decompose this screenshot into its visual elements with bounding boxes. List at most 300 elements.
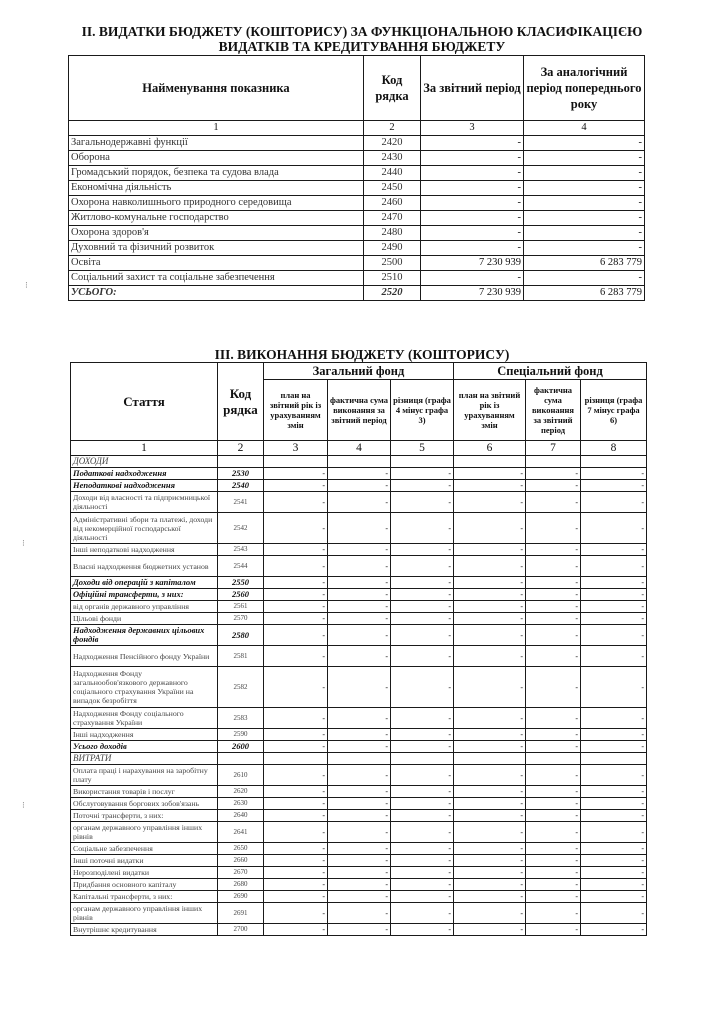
value-special-difference: -	[581, 613, 647, 625]
value-general-difference: -	[391, 903, 454, 924]
value-general-plan: -	[264, 625, 328, 646]
value-general-difference: -	[391, 798, 454, 810]
value-special-difference: -	[581, 646, 647, 667]
table-row	[71, 589, 647, 601]
table-row	[71, 556, 647, 577]
row-name: Інші неподаткові надходження	[71, 544, 218, 556]
value-special-difference: -	[581, 729, 647, 741]
row-code: 2580	[218, 625, 264, 646]
table-row	[69, 241, 645, 256]
value-general-actual: -	[328, 577, 391, 589]
value-current-period: -	[421, 211, 524, 226]
value-current-period: -	[421, 271, 524, 286]
value-previous-period: -	[524, 136, 645, 151]
table-row	[69, 196, 645, 211]
value-general-plan: -	[264, 798, 328, 810]
value-general-plan	[264, 753, 328, 765]
value-special-difference: -	[581, 855, 647, 867]
value-general-difference: -	[391, 667, 454, 708]
row-code: 2561	[218, 601, 264, 613]
value-general-difference: -	[391, 513, 454, 544]
row-name: Надходження Фонду загальнообов'язкового державного соціального страхування України на випадок безробіття	[71, 667, 218, 708]
value-special-actual: -	[526, 513, 581, 544]
value-special-difference: -	[581, 480, 647, 492]
value-special-plan: -	[454, 480, 526, 492]
table-row	[71, 667, 647, 708]
col-number: 2	[364, 121, 421, 136]
value-special-difference: -	[581, 786, 647, 798]
col-number: 6	[454, 441, 526, 456]
row-code: 2541	[218, 492, 264, 513]
value-special-actual: -	[526, 480, 581, 492]
table-row	[71, 729, 647, 741]
value-previous-period: 6 283 779	[524, 256, 645, 271]
value-special-difference: -	[581, 513, 647, 544]
header-general-actual: фактична сума виконання за звітний період	[328, 380, 391, 441]
table-row	[71, 468, 647, 480]
value-general-plan: -	[264, 513, 328, 544]
row-name: органам державного управління інших рівнів	[71, 822, 218, 843]
value-general-actual: -	[328, 843, 391, 855]
value-previous-period: -	[524, 166, 645, 181]
value-special-plan: -	[454, 810, 526, 822]
table-row	[71, 601, 647, 613]
row-code: 2540	[218, 480, 264, 492]
value-special-difference: -	[581, 903, 647, 924]
value-special-actual: -	[526, 903, 581, 924]
value-general-difference: -	[391, 879, 454, 891]
value-special-actual	[526, 753, 581, 765]
col-number: 1	[71, 441, 218, 456]
value-general-actual: -	[328, 786, 391, 798]
value-special-plan: -	[454, 601, 526, 613]
col-number: 4	[328, 441, 391, 456]
header-general-plan: план на звітний рік із урахуванням змін	[264, 380, 328, 441]
row-name: Усього доходів	[71, 741, 218, 753]
value-special-actual: -	[526, 798, 581, 810]
value-general-plan: -	[264, 879, 328, 891]
value-special-difference: -	[581, 556, 647, 577]
value-general-plan: -	[264, 891, 328, 903]
value-current-period: -	[421, 181, 524, 196]
row-name: Оборона	[69, 151, 364, 166]
value-general-plan: -	[264, 708, 328, 729]
table-row	[71, 492, 647, 513]
row-name: Адміністративні збори та платежі, доходи від некомерційної господарської діяльності	[71, 513, 218, 544]
row-name: ДОХОДИ	[71, 456, 218, 468]
value-general-actual: -	[328, 798, 391, 810]
table-row	[71, 855, 647, 867]
value-special-actual: -	[526, 708, 581, 729]
value-special-difference: -	[581, 924, 647, 936]
value-special-actual: -	[526, 613, 581, 625]
value-special-difference: -	[581, 468, 647, 480]
value-general-difference: -	[391, 589, 454, 601]
row-code: 2560	[218, 589, 264, 601]
value-current-period: -	[421, 226, 524, 241]
row-name: Нерозподілені видатки	[71, 867, 218, 879]
value-general-difference: -	[391, 891, 454, 903]
col-number: 8	[581, 441, 647, 456]
header-special-plan: план на звітний рік із урахуванням змін	[454, 380, 526, 441]
value-special-plan: -	[454, 879, 526, 891]
value-special-plan: -	[454, 891, 526, 903]
table-row	[69, 226, 645, 241]
table-row	[71, 753, 647, 765]
row-code: 2470	[364, 211, 421, 226]
value-special-difference: -	[581, 741, 647, 753]
value-special-plan	[454, 753, 526, 765]
table-row	[71, 786, 647, 798]
value-current-period: -	[421, 241, 524, 256]
value-special-actual: -	[526, 765, 581, 786]
value-special-plan: -	[454, 822, 526, 843]
value-general-plan: -	[264, 786, 328, 798]
col-number: 3	[421, 121, 524, 136]
value-special-plan: -	[454, 589, 526, 601]
value-general-plan: -	[264, 601, 328, 613]
value-general-actual: -	[328, 822, 391, 843]
row-name: Податкові надходження	[71, 468, 218, 480]
value-current-period: -	[421, 151, 524, 166]
value-special-difference: -	[581, 867, 647, 879]
row-name: Використання товарів і послуг	[71, 786, 218, 798]
value-general-difference: -	[391, 843, 454, 855]
table-row	[69, 136, 645, 151]
row-code: 2583	[218, 708, 264, 729]
value-general-plan: -	[264, 855, 328, 867]
value-general-plan: -	[264, 843, 328, 855]
table-row	[69, 211, 645, 226]
header-row-code: Код рядка	[218, 363, 264, 441]
header-indicator-name: Найменування показника	[69, 56, 364, 121]
expenditures-table	[68, 55, 645, 301]
value-general-actual: -	[328, 625, 391, 646]
value-special-actual: -	[526, 646, 581, 667]
col-number: 3	[264, 441, 328, 456]
value-general-actual: -	[328, 646, 391, 667]
header-special-difference: різниця (графа 7 мінус графа 6)	[581, 380, 647, 441]
value-general-actual: -	[328, 708, 391, 729]
value-special-actual: -	[526, 589, 581, 601]
value-special-plan: -	[454, 577, 526, 589]
row-name: Обслуговування боргових зобов'язань	[71, 798, 218, 810]
row-name: Придбання основного капіталу	[71, 879, 218, 891]
row-code: 2542	[218, 513, 264, 544]
value-general-plan: -	[264, 741, 328, 753]
row-code: 2543	[218, 544, 264, 556]
value-special-difference: -	[581, 544, 647, 556]
table-row	[71, 646, 647, 667]
value-general-difference: -	[391, 708, 454, 729]
value-special-plan: -	[454, 786, 526, 798]
row-name: Охорона навколишнього природного середовища	[69, 196, 364, 211]
value-special-difference: -	[581, 708, 647, 729]
value-special-plan: -	[454, 729, 526, 741]
value-special-actual: -	[526, 786, 581, 798]
value-general-plan: -	[264, 810, 328, 822]
section3-title: III. ВИКОНАННЯ БЮДЖЕТУ (КОШТОРИСУ)	[214, 347, 510, 362]
row-code: 2450	[364, 181, 421, 196]
col-number: 5	[391, 441, 454, 456]
table-row	[71, 577, 647, 589]
row-code: 2620	[218, 786, 264, 798]
row-name: Соціальне забезпечення	[71, 843, 218, 855]
value-general-plan: -	[264, 822, 328, 843]
value-special-plan: -	[454, 867, 526, 879]
value-current-period: -	[421, 196, 524, 211]
row-code: 2640	[218, 810, 264, 822]
table-row	[71, 822, 647, 843]
row-code: 2460	[364, 196, 421, 211]
value-general-difference: -	[391, 556, 454, 577]
value-general-actual: -	[328, 513, 391, 544]
value-special-difference: -	[581, 577, 647, 589]
value-special-actual: -	[526, 492, 581, 513]
row-code: 2430	[364, 151, 421, 166]
header-general-difference: різниця (графа 4 мінус графа 3)	[391, 380, 454, 441]
value-general-difference: -	[391, 492, 454, 513]
header-article: Стаття	[71, 363, 218, 441]
value-general-plan: -	[264, 924, 328, 936]
value-special-difference: -	[581, 798, 647, 810]
value-special-difference	[581, 456, 647, 468]
value-special-difference: -	[581, 492, 647, 513]
row-code: 2690	[218, 891, 264, 903]
value-general-difference	[391, 753, 454, 765]
value-general-difference: -	[391, 601, 454, 613]
row-code: 2641	[218, 822, 264, 843]
value-special-difference: -	[581, 879, 647, 891]
row-name: Неподаткові надходження	[71, 480, 218, 492]
row-code: 2420	[364, 136, 421, 151]
table-row	[69, 166, 645, 181]
value-general-actual: -	[328, 879, 391, 891]
table-row	[71, 613, 647, 625]
value-general-actual: -	[328, 468, 391, 480]
value-special-plan: -	[454, 741, 526, 753]
value-general-actual: -	[328, 891, 391, 903]
row-name: Капітальні трансферти, з них:	[71, 891, 218, 903]
row-code: 2590	[218, 729, 264, 741]
row-name: Доходи від власності та підприємницької діяльності	[71, 492, 218, 513]
value-previous-period: 6 283 779	[524, 286, 645, 301]
scan-artifact: ⁝	[22, 800, 25, 810]
value-general-difference	[391, 456, 454, 468]
value-general-actual: -	[328, 741, 391, 753]
row-name: Надходження державних цільових фондів	[71, 625, 218, 646]
value-general-plan: -	[264, 765, 328, 786]
table-row	[69, 181, 645, 196]
value-special-difference: -	[581, 601, 647, 613]
value-special-difference: -	[581, 891, 647, 903]
header-general-fund: Загальний фонд	[264, 363, 454, 380]
value-special-plan: -	[454, 855, 526, 867]
value-general-plan: -	[264, 867, 328, 879]
value-general-difference: -	[391, 810, 454, 822]
row-code: 2691	[218, 903, 264, 924]
value-special-difference: -	[581, 822, 647, 843]
table-row	[69, 256, 645, 271]
table-row	[71, 867, 647, 879]
table-row	[71, 544, 647, 556]
table-row	[71, 843, 647, 855]
value-general-difference: -	[391, 480, 454, 492]
row-code: 2544	[218, 556, 264, 577]
value-special-plan: -	[454, 513, 526, 544]
value-general-difference: -	[391, 613, 454, 625]
row-name: Громадський порядок, безпека та судова влада	[69, 166, 364, 181]
value-special-plan: -	[454, 646, 526, 667]
value-special-difference: -	[581, 843, 647, 855]
table-row	[71, 741, 647, 753]
row-name: Житлово-комунальне господарство	[69, 211, 364, 226]
value-special-actual: -	[526, 729, 581, 741]
col-number: 4	[524, 121, 645, 136]
value-general-difference: -	[391, 741, 454, 753]
value-general-plan: -	[264, 903, 328, 924]
value-general-plan: -	[264, 577, 328, 589]
value-general-actual: -	[328, 765, 391, 786]
value-general-plan: -	[264, 468, 328, 480]
row-name: від органів державного управління	[71, 601, 218, 613]
value-special-plan	[454, 456, 526, 468]
value-general-plan: -	[264, 646, 328, 667]
row-code: 2670	[218, 867, 264, 879]
row-code: 2582	[218, 667, 264, 708]
value-special-actual	[526, 456, 581, 468]
value-general-plan: -	[264, 492, 328, 513]
row-name: Економічна діяльність	[69, 181, 364, 196]
value-special-actual: -	[526, 822, 581, 843]
value-general-actual: -	[328, 867, 391, 879]
value-special-actual: -	[526, 544, 581, 556]
value-special-difference	[581, 753, 647, 765]
value-special-difference: -	[581, 810, 647, 822]
row-code: 2610	[218, 765, 264, 786]
value-special-actual: -	[526, 891, 581, 903]
col-number: 1	[69, 121, 364, 136]
value-special-actual: -	[526, 741, 581, 753]
row-code: 2530	[218, 468, 264, 480]
row-name: Поточні трансферти, з них:	[71, 810, 218, 822]
row-code	[218, 456, 264, 468]
table-row	[71, 798, 647, 810]
row-name: Інші надходження	[71, 729, 218, 741]
value-special-plan: -	[454, 708, 526, 729]
row-name: Власні надходження бюджетних установ	[71, 556, 218, 577]
value-current-period: -	[421, 166, 524, 181]
value-general-actual: -	[328, 729, 391, 741]
header-special-fund: Спеціальний фонд	[454, 363, 647, 380]
row-code: 2700	[218, 924, 264, 936]
value-general-difference: -	[391, 855, 454, 867]
row-code: 2480	[364, 226, 421, 241]
value-special-actual: -	[526, 867, 581, 879]
value-general-plan	[264, 456, 328, 468]
value-special-plan: -	[454, 625, 526, 646]
value-general-actual: -	[328, 667, 391, 708]
table-row	[71, 513, 647, 544]
table-row	[71, 810, 647, 822]
row-code: 2650	[218, 843, 264, 855]
value-previous-period: -	[524, 226, 645, 241]
value-special-plan: -	[454, 798, 526, 810]
value-special-plan: -	[454, 492, 526, 513]
row-name: Духовний та фізичний розвиток	[69, 241, 364, 256]
table-row	[71, 708, 647, 729]
row-name: Доходи від операцій з капіталом	[71, 577, 218, 589]
table-row	[71, 456, 647, 468]
row-name: ВИТРАТИ	[71, 753, 218, 765]
row-code: 2440	[364, 166, 421, 181]
table-row	[69, 151, 645, 166]
table-row	[71, 625, 647, 646]
value-general-difference: -	[391, 786, 454, 798]
row-code: 2630	[218, 798, 264, 810]
value-general-plan: -	[264, 544, 328, 556]
row-name: Охорона здоров'я	[69, 226, 364, 241]
value-general-plan: -	[264, 480, 328, 492]
value-special-actual: -	[526, 468, 581, 480]
section2-title-line2: ВИДАТКІВ ТА КРЕДИТУВАННЯ БЮДЖЕТУ	[218, 39, 506, 54]
header-previous-period: За аналогічний період попереднього року	[524, 56, 645, 121]
value-general-difference: -	[391, 468, 454, 480]
table-row	[71, 765, 647, 786]
value-general-plan: -	[264, 556, 328, 577]
value-special-actual: -	[526, 879, 581, 891]
value-general-difference: -	[391, 765, 454, 786]
value-special-plan: -	[454, 667, 526, 708]
value-special-actual: -	[526, 556, 581, 577]
section2-title-line1: II. ВИДАТКИ БЮДЖЕТУ (КОШТОРИСУ) ЗА ФУНКЦІОНАЛЬНОЮ КЛАСИФІКАЦІЄЮ	[81, 24, 643, 39]
value-general-actual: -	[328, 855, 391, 867]
row-code: 2600	[218, 741, 264, 753]
scan-artifact: ⁝	[25, 280, 28, 290]
table-row	[71, 891, 647, 903]
value-general-difference: -	[391, 544, 454, 556]
table-row	[71, 903, 647, 924]
value-current-period: 7 230 939	[421, 286, 524, 301]
value-special-actual: -	[526, 924, 581, 936]
budget-execution-table	[70, 362, 647, 936]
value-special-plan: -	[454, 556, 526, 577]
value-general-actual: -	[328, 601, 391, 613]
value-general-difference: -	[391, 577, 454, 589]
row-code: 2510	[364, 271, 421, 286]
value-general-difference: -	[391, 729, 454, 741]
value-general-plan: -	[264, 729, 328, 741]
value-current-period: 7 230 939	[421, 256, 524, 271]
value-general-actual: -	[328, 492, 391, 513]
value-special-actual: -	[526, 855, 581, 867]
row-name: Оплата праці і нарахування на заробітну плату	[71, 765, 218, 786]
value-current-period: -	[421, 136, 524, 151]
value-previous-period: -	[524, 151, 645, 166]
row-name: Надходження Фонду соціального страхування України	[71, 708, 218, 729]
value-general-difference: -	[391, 646, 454, 667]
value-special-plan: -	[454, 903, 526, 924]
table-row	[71, 924, 647, 936]
table-row	[71, 879, 647, 891]
row-name: Надходження Пенсійного фонду України	[71, 646, 218, 667]
value-general-actual: -	[328, 556, 391, 577]
header-special-actual: фактична сума виконання за звітний період	[526, 380, 581, 441]
value-general-plan: -	[264, 667, 328, 708]
value-general-actual	[328, 753, 391, 765]
value-special-plan: -	[454, 544, 526, 556]
value-general-actual: -	[328, 903, 391, 924]
